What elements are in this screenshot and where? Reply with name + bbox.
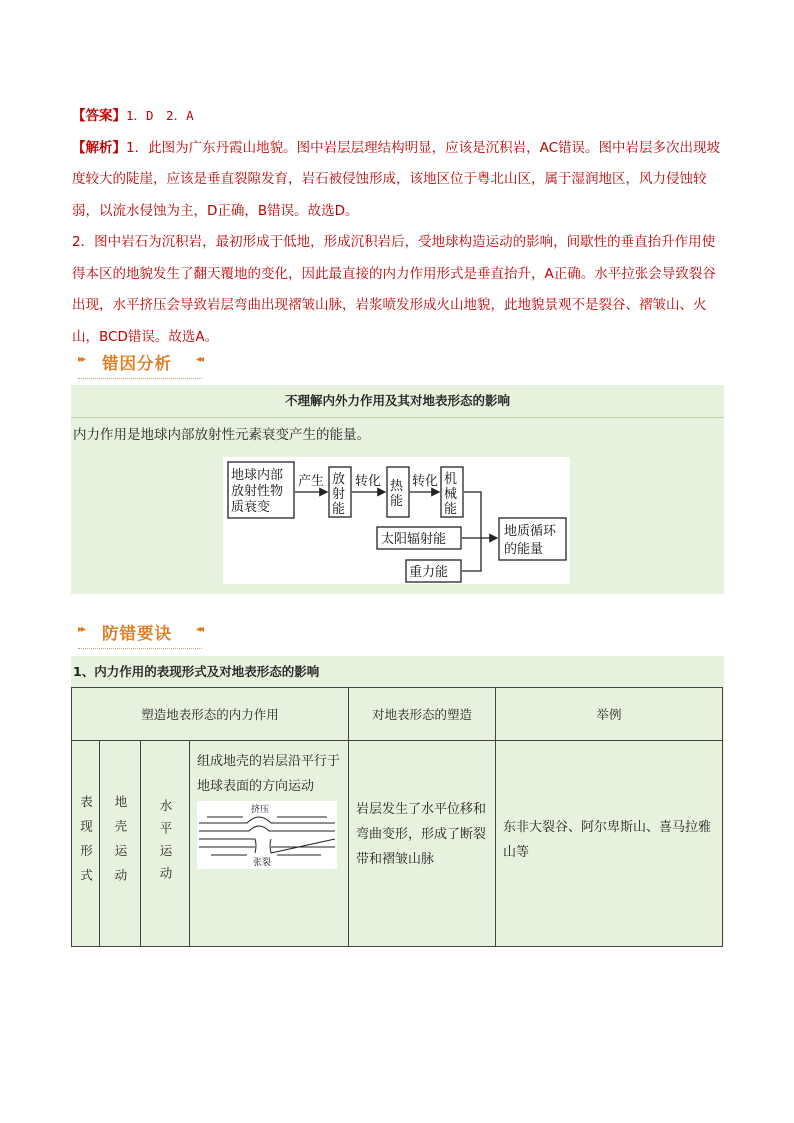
source-line-1: 地球内部 (231, 468, 284, 483)
solar-label: 太阳辐射能 (381, 532, 447, 547)
cell-example (496, 741, 723, 947)
arrow3-label: 转化 (412, 474, 439, 489)
target-line-1: 地质循环 (504, 524, 557, 539)
box-sentence: 内力作用是地球内部放射性元素衰变产生的能量。 (73, 427, 370, 443)
figure-label-compression: 挤压 (251, 805, 270, 815)
target-line-2: 的能量 (504, 542, 544, 557)
node3-char-2: 械 (444, 487, 458, 502)
table-header-row (72, 688, 723, 741)
double-arrow-left-icon: ◂◂ (195, 354, 202, 365)
node3-char-1: 机 (444, 472, 458, 487)
gravity-label: 重力能 (409, 565, 449, 580)
table-header-2: 对地表形态的塑造 (349, 688, 496, 741)
double-arrow-right-icon: ▸▸ (78, 354, 85, 365)
node3-char-3: 能 (444, 502, 458, 517)
answer-line (72, 100, 724, 133)
analysis-paragraph-1 (72, 133, 724, 228)
section-title: 错因分析 (102, 354, 172, 373)
cell-horizontal (141, 741, 190, 947)
answer-label: 【答案】 (72, 108, 126, 124)
internal-forces-table (71, 687, 723, 947)
cell-crust (100, 741, 141, 947)
section-header-prevention-tips (78, 620, 202, 649)
node1-char-2: 射 (332, 487, 346, 502)
table-header-1: 塑造地表形态的内力作用 (72, 688, 349, 741)
vertical-label-crust: 地壳运动 (113, 794, 128, 893)
error-analysis-box (71, 385, 724, 594)
source-line-2: 放射性物 (231, 484, 284, 499)
shaping-text: 岩层发生了水平位移和弯曲变形，形成了断裂带和褶皱山脉 (356, 802, 487, 867)
arrow1-label: 产生 (298, 474, 325, 489)
box-title: 不理解内外力作用及其对地表形态的影响 (71, 385, 724, 418)
answer-block (72, 100, 724, 353)
double-arrow-right-icon: ▸▸ (78, 624, 85, 635)
node2-char-2: 能 (390, 494, 404, 509)
double-arrow-left-icon: ◂◂ (195, 624, 202, 635)
figure-label-extension: 张裂 (253, 858, 272, 868)
analysis-text-1: 1．此图为广东丹霞山地貌。图中岩层层理结构明显，应该是沉积岩，AC错误。图中岩层多次出现坡度较大的陡崖，应该是垂直裂隙发育，岩石被侵蚀形成，该地区位于粤北山区，属于湿润地区，风力侵蚀较弱，以流水侵蚀为主，D正确，B错误。故选D。 (72, 139, 721, 219)
node2-char-1: 热 (390, 479, 404, 494)
answer-text: 1．D 2．A (126, 108, 194, 123)
analysis-paragraph-2: 2．图中岩石为沉积岩，最初形成于低地，形成沉积岩后，受地球构造运动的影响，间歇性的垂直抬升作用使得本区的地貌发生了翻天覆地的变化，因此最直接的内力作用形式是垂直抬升，A正确。水平拉张会导致裂谷出现，水平挤压会导致岩层弯曲出现褶皱山脉，岩浆喷发形成火山地貌，此地貌景观不是裂谷、褶皱山、火山，BCD错误。故选A。 (72, 234, 716, 345)
cell-description (190, 741, 349, 947)
vertical-label-form: 表现形式 (78, 794, 94, 893)
node1-char-1: 放 (332, 472, 346, 487)
example-text: 东非大裂谷、阿尔卑斯山、喜马拉雅山等 (503, 820, 712, 860)
arrow2-label: 转化 (355, 474, 382, 489)
cell-form (72, 741, 100, 947)
energy-flow-diagram (223, 457, 570, 584)
analysis-label: 【解析】 (72, 139, 126, 156)
section-header-error-analysis (78, 350, 202, 379)
vertical-label-horizontal: 水平运动 (158, 798, 173, 889)
prevention-tips-box (71, 656, 724, 946)
box-title: 1、内力作用的表现形式及对地表形态的影响 (73, 664, 320, 679)
node1-char-3: 能 (332, 502, 346, 517)
table-header-3: 举例 (496, 688, 723, 741)
crust-movement-figure (197, 801, 337, 869)
description-text: 组成地壳的岩层沿平行于地球表面的方向运动 (197, 754, 341, 794)
cell-shaping (349, 741, 496, 947)
table-row (72, 741, 723, 947)
section-title: 防错要诀 (102, 624, 172, 643)
source-line-3: 质衰变 (231, 500, 271, 515)
